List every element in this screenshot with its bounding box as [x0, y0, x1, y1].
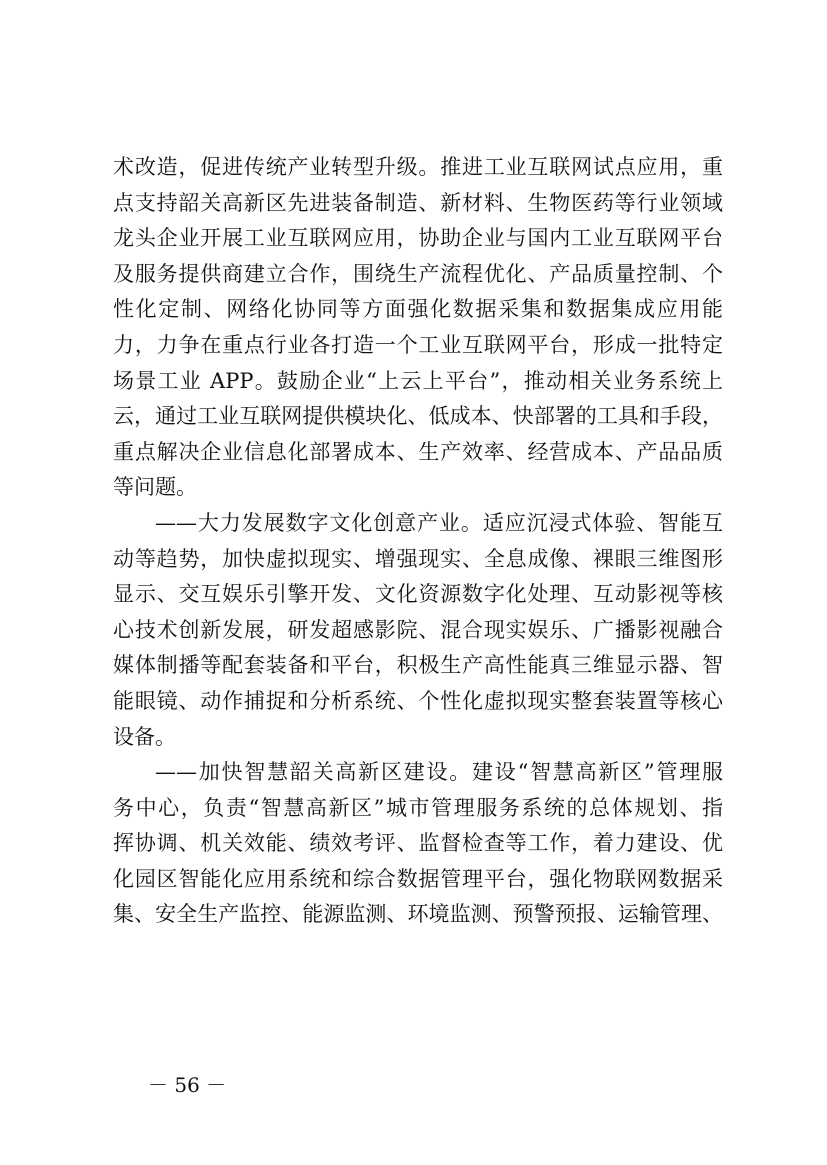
text-line: 动等趋势，加快虚拟现实、增强现实、全息成像、裸眼三维图形: [113, 546, 723, 571]
text-line: 力，力争在重点行业各打造一个工业互联网平台，形成一批特定: [113, 332, 723, 357]
text-line: 务中心，负责“智慧高新区”城市管理服务系统的总体规划、指: [113, 795, 723, 820]
text-line: 术改造，促进传统产业转型升级。推进工业互联网试点应用，重: [113, 155, 723, 179]
text-line: 点支持韶关高新区先进装备制造、新材料、生物医药等行业领域: [113, 190, 723, 215]
text-line: 重点解决企业信息化部署成本、生产效率、经营成本、产品品质: [113, 439, 723, 464]
text-line: 集、安全生产监控、能源监测、环境监测、预警预报、运输管理、: [113, 902, 723, 927]
text-line: 显示、交互娱乐引擎开发、文化资源数字化处理、互动影视等核: [113, 582, 723, 607]
text-line: 能眼镜、动作捕捉和分析系统、个性化虚拟现实整套装置等核心: [113, 688, 723, 713]
text-line: 云，通过工业互联网提供模块化、低成本、快部署的工具和手段，: [113, 404, 723, 429]
text-line: 场景工业 APP。鼓励企业“上云上平台”，推动相关业务系统上: [113, 368, 723, 393]
section-heading-line: ——加快智慧韶关高新区建设。建设“智慧高新区”管理服: [155, 760, 723, 785]
text-line: 挥协调、机关效能、绩效考评、监督检查等工作，着力建设、优: [113, 831, 723, 856]
page-number: － 56 －: [148, 1073, 227, 1097]
section-heading-line: ——大力发展数字文化创意产业。适应沉浸式体验、智能互: [155, 510, 723, 535]
paragraph-end-line: 等问题。: [113, 475, 197, 500]
text-line: 性化定制、网络化协同等方面强化数据采集和数据集成应用能: [113, 297, 723, 322]
document-body: [113, 150, 723, 933]
text-line: 龙头企业开展工业互联网应用，协助企业与国内工业互联网平台: [113, 226, 723, 251]
paragraph-end-line: 设备。: [113, 724, 176, 749]
text-line: 及服务提供商建立合作，围绕生产流程优化、产品质量控制、个: [113, 261, 723, 286]
text-line: 化园区智能化应用系统和综合数据管理平台，强化物联网数据采: [113, 866, 723, 891]
text-line: 媒体制播等配套装备和平台，积极生产高性能真三维显示器、智: [113, 653, 723, 678]
text-line: 心技术创新发展，研发超感影院、混合现实娱乐、广播影视融合: [113, 617, 723, 642]
